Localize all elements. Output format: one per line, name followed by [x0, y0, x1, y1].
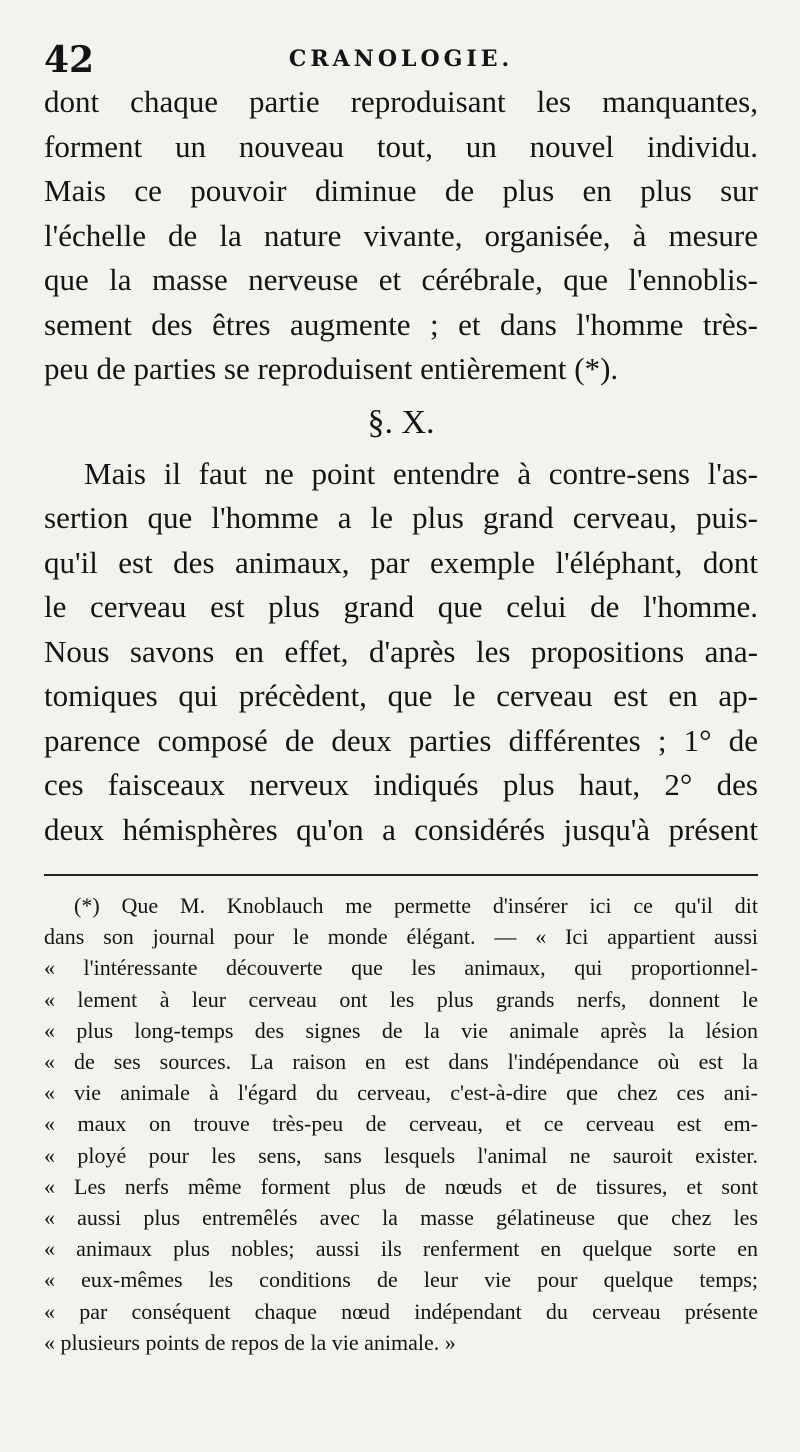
footnote-line: « de ses sources. La raison en est dans l'indépendance où est la [44, 1049, 758, 1075]
text-line: le cerveau est plus grand que celui de l'homme. [44, 589, 758, 624]
text-line: peu de parties se reproduisent entièrement (*). [44, 351, 619, 386]
footnote-line: « vie animale à l'égard du cerveau, c'est-à-dire que chez ces ani- [44, 1080, 758, 1106]
paragraph-continuation [44, 80, 758, 392]
text-line: forment un nouveau tout, un nouvel individu. [44, 128, 758, 164]
text-line: sertion que l'homme a le plus grand cerveau, puis- [44, 500, 758, 535]
text-line: tomiques qui précèdent, que le cerveau est en ap- [44, 678, 758, 713]
page-number: 42 [44, 39, 95, 81]
footnote-divider [44, 874, 758, 876]
text-line: deux hémisphères qu'on a considérés jusqu'à présent [44, 811, 758, 847]
footnote-line: « lement à leur cerveau ont les plus grands nerfs, donnent le [44, 986, 758, 1012]
section-heading: §. X. [367, 403, 435, 441]
running-title: CRANOLOGIE. [288, 46, 514, 72]
footnote-line: « animaux plus nobles; aussi ils renferment en quelque sorte en [44, 1236, 758, 1262]
text-line: Mais ce pouvoir diminue de plus en plus sur [44, 173, 758, 208]
text-line: que la masse nerveuse et cérébrale, que l'ennoblis- [44, 262, 758, 297]
text-line: Nous savons en effet, d'après les propositions ana- [44, 633, 758, 669]
footnote-line: « plusieurs points de repos de la vie animale. » [44, 1329, 456, 1355]
text-line: ces faisceaux nerveux indiqués plus haut, 2° des [44, 767, 758, 802]
footnote-line: « plus long-temps des signes de la vie animale après la lésion [44, 1017, 758, 1043]
footnote-line: dans son journal pour le monde élégant. — « Ici appartient aussi [44, 924, 758, 950]
text-line: sement des êtres augmente ; et dans l'homme très- [44, 306, 758, 342]
text-line: l'échelle de la nature vivante, organisée, à mesure [44, 217, 758, 253]
footnote-line: (*) Que M. Knoblauch me permette d'insérer ici ce qu'il dit [74, 893, 758, 918]
text-line: Mais il faut ne point entendre à contre-sens l'as- [84, 455, 758, 491]
text-line: parence composé de deux parties différentes ; 1° de [44, 722, 758, 758]
footnote-line: « aussi plus entremêlés avec la masse gélatineuse que chez les [44, 1205, 758, 1231]
footnote-line: « l'intéressante découverte que les animaux, qui proportionnel- [44, 955, 758, 981]
footnote-line: « eux-mêmes les conditions de leur vie pour quelque temps; [44, 1267, 758, 1293]
footnote-line: « par conséquent chaque nœud indépendant du cerveau présente [44, 1298, 758, 1324]
footnote-line: « ployé pour les sens, sans lesquels l'animal ne sauroit exister. [44, 1142, 758, 1168]
running-head [44, 36, 758, 81]
text-line: qu'il est des animaux, par exemple l'éléphant, dont [44, 544, 758, 580]
footnote [44, 890, 758, 1358]
footnote-line: « Les nerfs même forment plus de nœuds et de tissures, et sont [44, 1173, 758, 1199]
footnote-line: « maux on trouve très-peu de cerveau, et ce cerveau est em- [44, 1111, 758, 1137]
text-line: dont chaque partie reproduisant les manquantes, [44, 84, 758, 119]
paragraph-section-x [44, 452, 758, 853]
